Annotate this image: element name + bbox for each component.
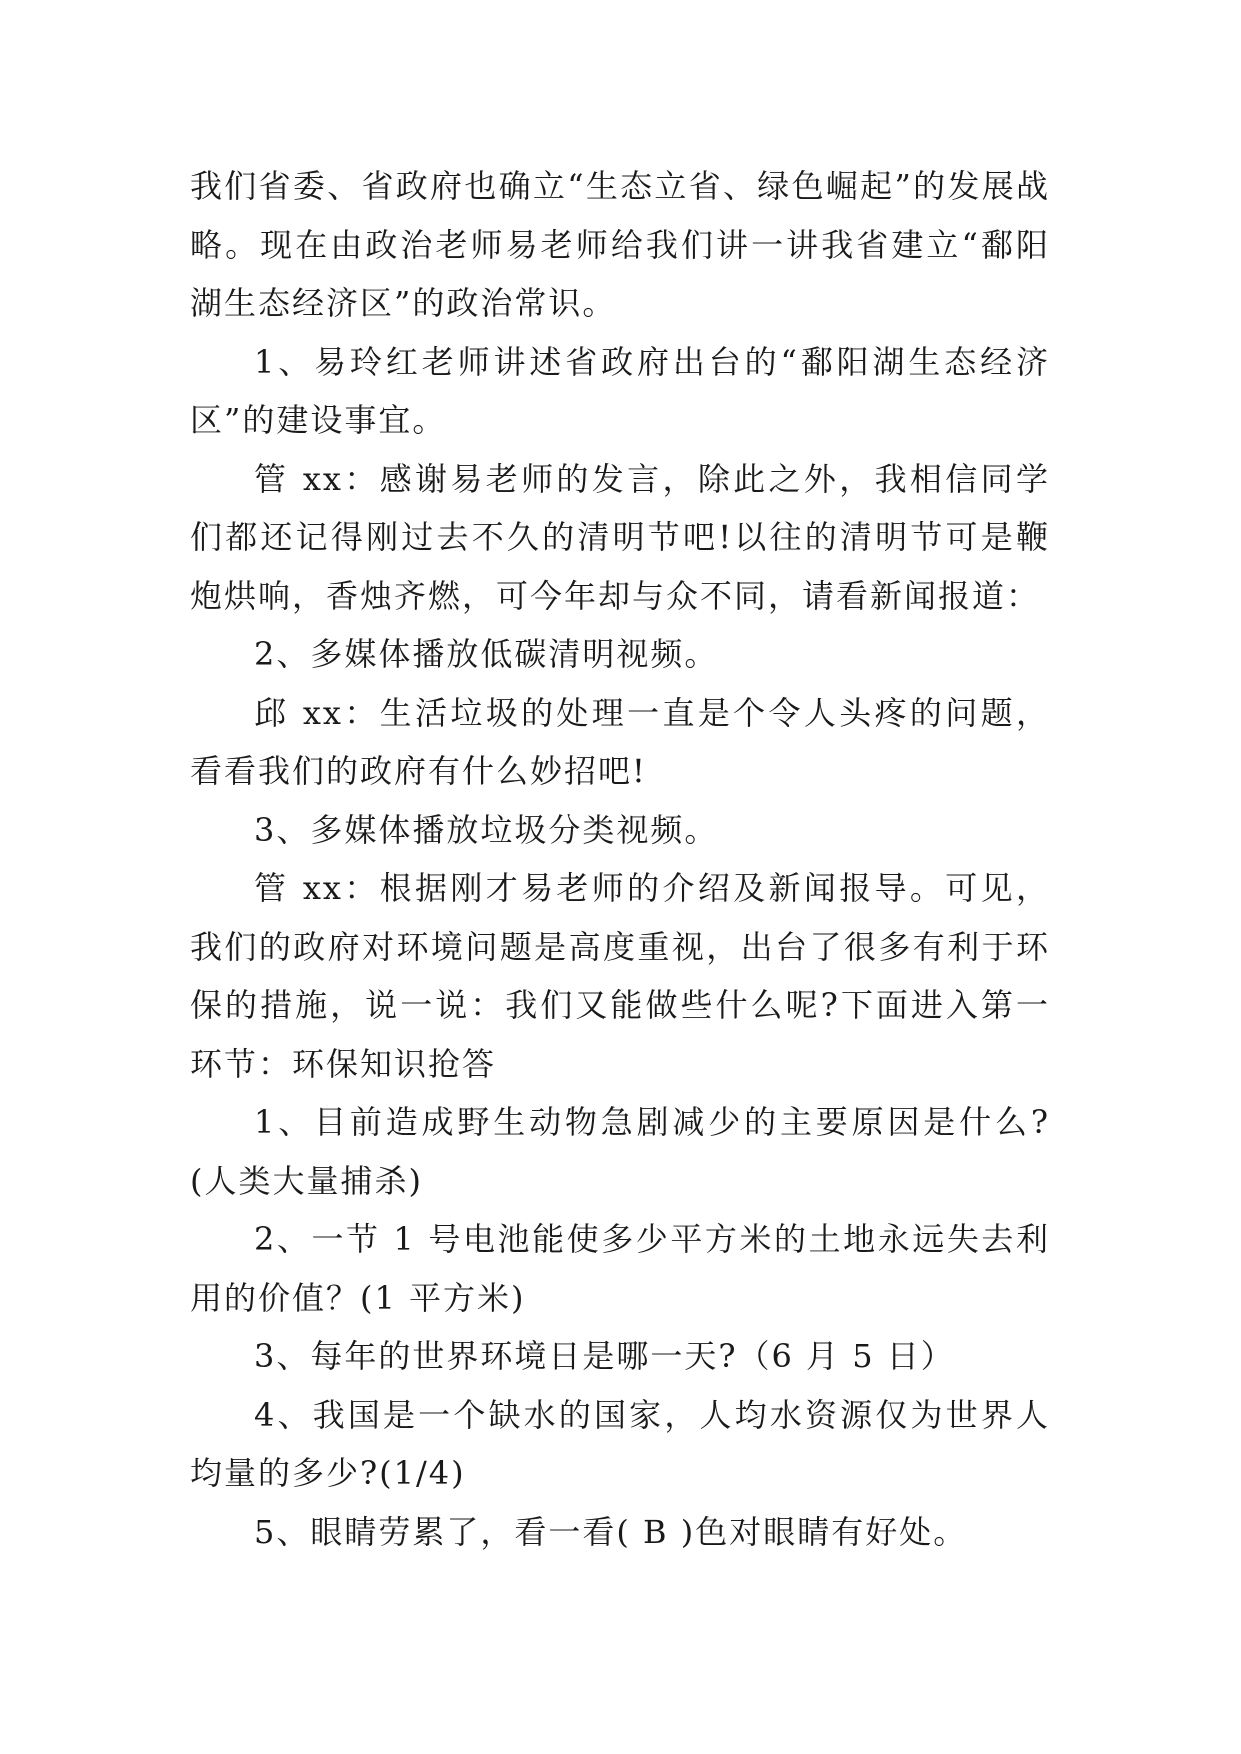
quiz-question-5: 5、眼睛劳累了，看一看( B )色对眼睛有好处。 — [254, 1512, 968, 1551]
paragraph-item-lowcarbon-video: 2、多媒体播放低碳清明视频。 — [254, 635, 719, 673]
quiz-question-3: 3、每年的世界环境日是哪一天?（6 月 5 日） — [254, 1337, 955, 1375]
paragraph-speech-quiz-intro: 管 xx：根据刚才易老师的介绍及新闻报导。可见，我们的政府对环境问题是高度重视，出台了很多有利于环保的措施，说一说：我们又能做些什么呢?下面进入第一环节：环保知识抢答 — [190, 869, 1050, 1083]
quiz-question-1: 1、目前造成野生动物急剧减少的主要原因是什么?(人类大量捕杀) — [190, 1103, 1050, 1200]
document-body — [190, 157, 1050, 1561]
quiz-question-2: 2、一节 1 号电池能使多少平方米的土地永远失去利用的价值？(1 平方米) — [190, 1220, 1050, 1317]
paragraph-speech-qingming: 管 xx：感谢易老师的发言，除此之外，我相信同学们都还记得刚过去不久的清明节吧!以往的清明节可是鞭炮烘响，香烛齐燃，可今年却与众不同，请看新闻报道： — [190, 459, 1050, 615]
paragraph-item-poyang-lake: 1、易玲红老师讲述省政府出台的“鄱阳湖生态经济区”的建设事宜。 — [190, 342, 1050, 439]
quiz-question-4: 4、我国是一个缺水的国家，人均水资源仅为世界人均量的多少?(1/4) — [190, 1395, 1050, 1492]
paragraph-speech-garbage: 邱 xx：生活垃圾的处理一直是个令人头疼的问题，看看我们的政府有什么妙招吧! — [190, 693, 1050, 790]
paragraph-intro: 我们省委、省政府也确立“生态立省、绿色崛起”的发展战略。现在由政治老师易老师给我们讲一讲我省建立“鄱阳湖生态经济区”的政治常识。 — [190, 167, 1050, 322]
paragraph-item-sorting-video: 3、多媒体播放垃圾分类视频。 — [254, 810, 719, 849]
